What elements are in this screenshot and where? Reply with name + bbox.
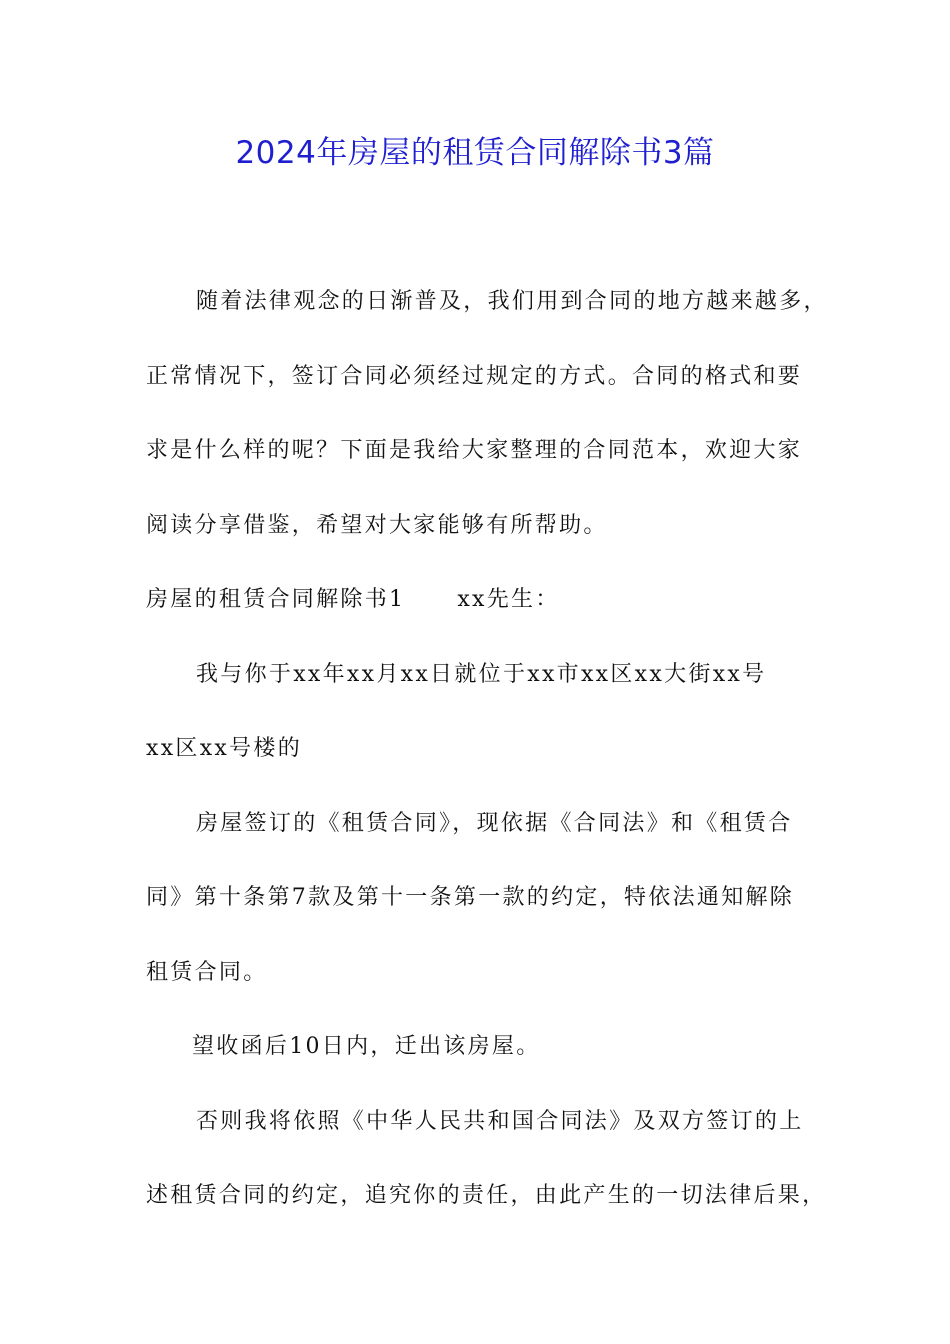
paragraph-1-line-1: 我与你于xx年xx月xx日就位于xx市xx区xx大街xx号 <box>196 661 767 687</box>
document-body <box>146 265 828 1234</box>
paragraph-4-line-2: 述租赁合同的约定，追究你的责任，由此产生的一切法律后果， <box>146 1183 827 1208</box>
salutation: xx先生： <box>457 587 560 612</box>
paragraph-1-line-2: xx区xx号楼的 <box>146 736 303 761</box>
section-heading: 房屋的租赁合同解除书1 <box>146 587 406 612</box>
intro-line-3: 求是什么样的呢？下面是我给大家整理的合同范本，欢迎大家 <box>146 438 803 463</box>
intro-line-1: 随着法律观念的日渐普及，我们用到合同的地方越来越多， <box>196 289 828 314</box>
document-title: 2024年房屋的租赁合同解除书3篇 <box>235 135 715 171</box>
paragraph-2-line-2: 同》第十条第7款及第十一条第一款的约定，特依法通知解除 <box>146 885 795 910</box>
intro-line-2: 正常情况下，签订合同必须经过规定的方式。合同的格式和要 <box>146 363 803 389</box>
paragraph-3: 望收函后10日内，迁出该房屋。 <box>192 1034 541 1059</box>
section-heading-line <box>146 563 821 638</box>
paragraph-4-line-1: 否则我将依照《中华人民共和国合同法》及双方签订的上 <box>196 1108 804 1134</box>
paragraph-2-line-1: 房屋签订的《租赁合同》，现依据《合同法》和《租赁合 <box>196 810 793 836</box>
paragraph-2-line-3: 租赁合同。 <box>146 959 268 985</box>
intro-line-4: 阅读分享借鉴，希望对大家能够有所帮助。 <box>146 512 608 538</box>
